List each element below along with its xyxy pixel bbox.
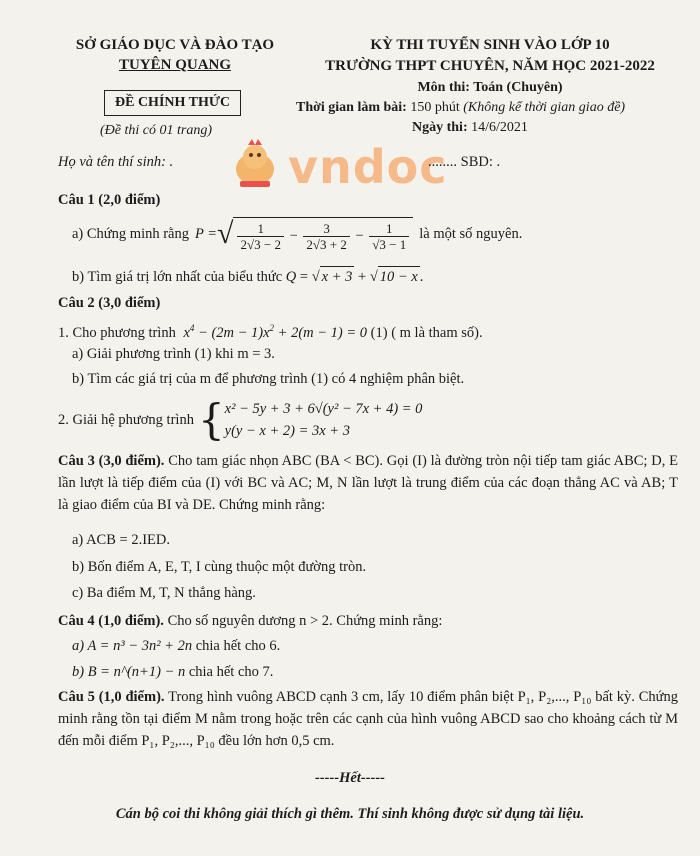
system-eq-1: x² − 5y + 3 + 6√(y² − 7x + 4) = 0: [224, 401, 423, 417]
q4-part-b: b) B = n^(n+1) − n chia hết cho 7.: [72, 664, 274, 680]
school-year: TRƯỜNG THPT CHUYÊN, NĂM HỌC 2021-2022: [325, 58, 655, 74]
official-label: ĐỀ CHÍNH THỨC: [104, 90, 241, 116]
q3-part-b: b) Bốn điểm A, E, T, I cùng thuộc một đường tròn.: [72, 559, 367, 575]
candidate-name-label: Họ và tên thí sinh: .: [58, 154, 174, 170]
q3-intro-block: Câu 3 (3,0 điểm). Cho tam giác nhọn ABC (BA < BC). Gọi (I) là đường tròn nội tiếp tam giác ABC; D, E lần lượt là tiếp điểm của (I) với BC và AC; M, N lần lượt là trung điểm của các đoạn thẳng AC và AB; T là giao điểm của BI và DE. Chứng minh rằng:: [58, 453, 679, 513]
q2-part1-b: b) Tìm các giá trị của m để phương trình (1) có 4 nghiệm phân biệt.: [72, 371, 465, 387]
q3-part-a: a) ACB = 2.IED.: [72, 532, 170, 548]
q1-title: Câu 1 (2,0 điểm): [58, 192, 161, 208]
vndoc-logo-text: vndoc: [288, 140, 448, 194]
sbd-label: ........ SBD: .: [428, 154, 501, 170]
end-mark: -----Hết-----: [314, 770, 386, 786]
q4-part-a: a) A = n³ − 3n² + 2n chia hết cho 6.: [72, 638, 281, 654]
department-province: TUYÊN QUANG: [118, 57, 232, 73]
mascot-logo-icon: [228, 137, 282, 191]
system-eq-2: y(y − x + 2) = 3x + 3: [224, 423, 350, 439]
q2-part1-a: a) Giải phương trình (1) khi m = 3.: [72, 346, 275, 362]
q5-block: Câu 5 (1,0 điểm). Trong hình vuông ABCD cạnh 3 cm, lấy 10 điểm phân biệt P₁, P₂,..., P₁₀ bất kỳ. Chứng minh rằng tồn tại điểm M nằm trong hoặc trên các cạnh của hình vuông ABCD sao cho khoảng cách từ M đến mỗi điểm P₁, P₂,..., P₁₀ đều lớn hơn 0,5 cm.: [58, 689, 678, 749]
pages-note: (Đề thi có 01 trang): [100, 123, 212, 138]
q1-part-b: b) Tìm giá trị lớn nhất của biểu thức Q = √ x + 3 + √ 10 − x .: [72, 266, 423, 287]
vndoc-watermark: [228, 137, 282, 196]
q3-part-c: c) Ba điểm M, T, N thẳng hàng.: [72, 585, 256, 601]
time-line: Thời gian làm bài: 150 phút (Không kể thời gian giao đề): [296, 100, 626, 115]
footer-note: Cán bộ coi thi không giải thích gì thêm. Thí sinh không được sử dụng tài liệu.: [115, 806, 585, 822]
q1-part-a: a) Chứng minh rằng P = √ $\frac{1}{2√3 - 2}$ − $\frac{3}{2√3 + 2}$ − $\frac{1}{√3 - 1}$ là một số nguyên.: [72, 217, 523, 252]
q4-intro-line: Câu 4 (1,0 điểm). Cho số nguyên dương n > 2. Chứng minh rằng:: [58, 613, 443, 629]
department-name: SỞ GIÁO DỤC VÀ ĐÀO TẠO: [75, 37, 275, 53]
exam-title: KỲ THI TUYỂN SINH VÀO LỚP 10: [370, 37, 610, 53]
q2-part1: 1. Cho phương trình $x^4 - (2m - 1)x^2 + 2(m - 1) = 0$ (1) ( m là tham số).: [58, 323, 483, 341]
q2-title: Câu 2 (3,0 điểm): [58, 295, 161, 311]
q2-part2: 2. Giải hệ phương trình { x² − 5y + 3 + 6√(y² − 7x + 4) = 0 y(y − x + 2) = 3x + 3: [58, 395, 423, 444]
subject-label: Môn thi: Toán (Chuyên): [417, 80, 563, 95]
date-line: Ngày thi: 14/6/2021: [412, 120, 528, 135]
